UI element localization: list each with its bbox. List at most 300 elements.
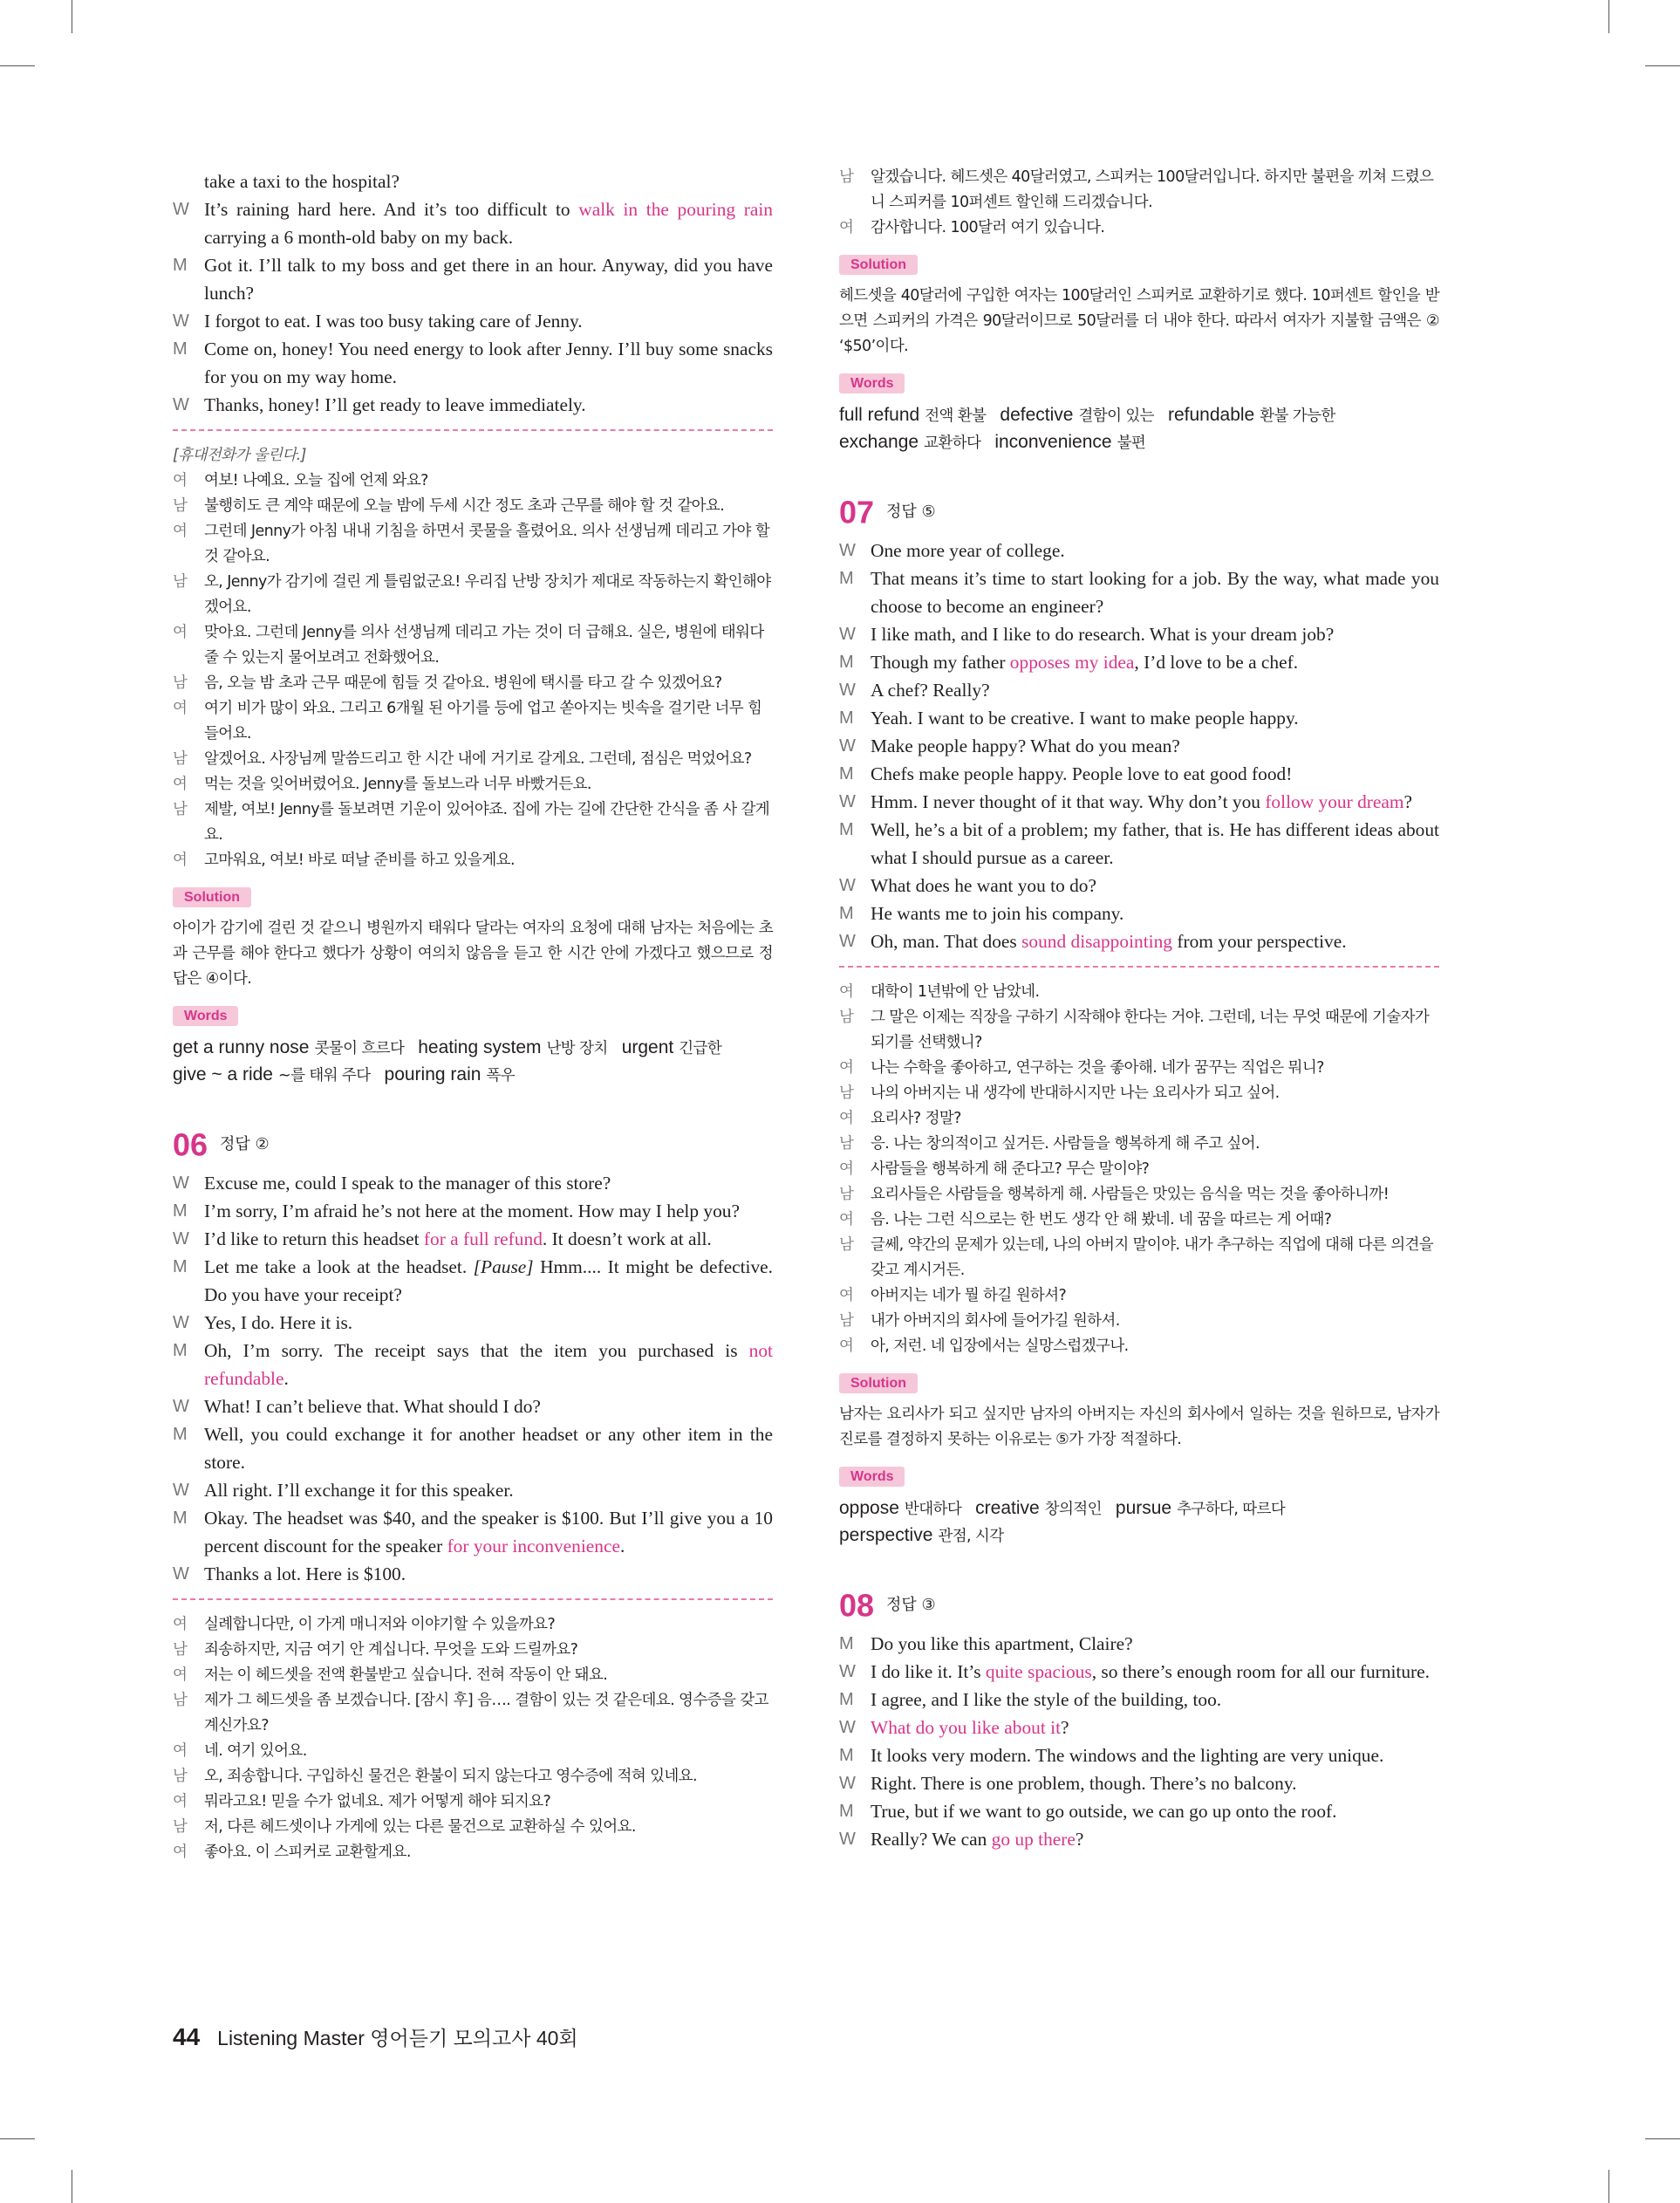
speaker-label: W xyxy=(173,1481,189,1500)
word-english: inconvenience xyxy=(994,432,1112,452)
translation-text: 좋아요. 이 스피커로 교환할게요. xyxy=(204,1844,411,1861)
speaker-label: W xyxy=(839,681,856,700)
crop-mark xyxy=(1645,65,1680,66)
key-phrase: for a full refund xyxy=(423,1228,543,1249)
speaker-label: 여 xyxy=(839,1287,854,1304)
translation-line xyxy=(173,1612,773,1638)
dialog-text: take a taxi to the hospital? xyxy=(204,171,400,192)
speaker-label: 여 xyxy=(173,1616,188,1633)
question-heading-06 xyxy=(173,1127,773,1162)
dialog-text: Oh, man. That does xyxy=(871,931,1022,952)
translation-line xyxy=(173,1840,773,1865)
solution-text: 아이가 감기에 걸린 것 같으니 병원까지 태워다 달라는 여자의 요청에 대해 남자는 처음에는 초과 근무를 해야 한다고 했다가 상황이 여의치 않음을 듣고 한 시간 안에 가겠다고 했으므로 정답은 ④이다. xyxy=(173,920,773,988)
translation-text: 감사합니다. 100달러 여기 있습니다. xyxy=(871,219,1105,236)
dialog-line xyxy=(173,168,773,195)
dialog-line xyxy=(839,1741,1439,1769)
dialog-line xyxy=(173,1560,773,1588)
dialog-text: [Pause] xyxy=(473,1256,534,1277)
dialog-text: ? xyxy=(1403,791,1413,812)
speaker-label: W xyxy=(173,1173,189,1193)
translation-text: 요리사? 정말? xyxy=(871,1110,961,1127)
dialog-text: Chefs make people happy. People love to eat good food! xyxy=(871,763,1293,784)
dialog-line xyxy=(839,732,1439,760)
translation-line xyxy=(173,494,773,519)
translation-line xyxy=(839,1309,1439,1334)
speaker-label: W xyxy=(839,1662,856,1681)
speaker-label: M xyxy=(173,1425,188,1444)
dialog-text: , I’d love to be a chef. xyxy=(1134,652,1299,673)
speaker-label: 여 xyxy=(173,852,188,869)
dialog-text: Come on, honey! You need energy to look after Jenny. I’ll buy some snacks for you on my way home. xyxy=(204,339,773,387)
crop-mark xyxy=(1608,0,1609,33)
words-badge: Words xyxy=(839,373,905,393)
translation-text: 네. 여기 있어요. xyxy=(204,1742,307,1760)
speaker-label: 여 xyxy=(173,472,188,489)
speaker-label: 남 xyxy=(839,1312,854,1330)
translation-text: 저는 이 헤드셋을 전액 환불받고 싶습니다. 전혀 작동이 안 돼요. xyxy=(204,1666,608,1684)
dialog-line xyxy=(173,307,773,335)
translation-text: 오, 죄송합니다. 구입하신 물건은 환불이 되지 않는다고 영수증에 적혀 있네요. xyxy=(204,1768,698,1785)
words-row xyxy=(839,402,1439,429)
words-row xyxy=(173,1035,773,1062)
dialog-text: It’s raining hard here. And it’s too difficult to xyxy=(204,199,579,220)
dialog-line xyxy=(839,1714,1439,1741)
dialog-line xyxy=(839,564,1439,620)
translation-text: 음. 나는 그런 식으로는 한 번도 생각 안 해 봤네. 네 꿈을 따르는 게 어때? xyxy=(871,1211,1332,1228)
word-english: pouring rain xyxy=(384,1064,481,1084)
words-row xyxy=(839,429,1439,456)
dialog-text: Thanks, honey! I’ll get ready to leave immediately. xyxy=(204,394,586,415)
dialog-line xyxy=(173,1420,773,1476)
speaker-label: 남 xyxy=(839,1084,854,1102)
translation-text: 글쎄, 약간의 문제가 있는데, 나의 아버지 말이야. 내가 추구하는 직업에 대해 다른 의견을 갖고 계시거든. xyxy=(871,1236,1434,1279)
word-english: perspective xyxy=(839,1525,933,1545)
key-phrase: follow your dream xyxy=(1265,791,1404,812)
translation-line xyxy=(173,797,773,848)
key-phrase: quite spacious xyxy=(985,1661,1092,1682)
speaker-label: M xyxy=(173,1509,188,1528)
speaker-label: 남 xyxy=(839,1236,854,1254)
dialog-text: I agree, and I like the style of the building, too. xyxy=(871,1689,1222,1710)
solution-badge: Solution xyxy=(839,1373,918,1393)
translation-line xyxy=(173,1764,773,1789)
translation-text: 맞아요. 그런데 Jenny를 의사 선생님께 데리고 가는 것이 더 급해요. 실은, 병원에 태워다 줄 수 있는지 물어보려고 전화했어요. xyxy=(204,624,764,667)
word-meaning: 불편 xyxy=(1117,434,1146,452)
dashed-separator xyxy=(173,1598,773,1600)
word-english: urgent xyxy=(621,1037,674,1057)
dialog-english xyxy=(173,1169,773,1588)
translation-line xyxy=(173,1638,773,1663)
translation-line xyxy=(173,747,773,772)
speaker-label: M xyxy=(173,1257,188,1276)
dialog-text: He wants me to join his company. xyxy=(871,903,1124,924)
translation-text: 나의 아버지는 내 생각에 반대하시지만 나는 요리사가 되고 싶어. xyxy=(871,1084,1280,1102)
speaker-label: M xyxy=(839,1802,854,1821)
dialog-text: I do like it. It’s xyxy=(871,1661,986,1682)
question-heading-07 xyxy=(839,495,1439,530)
solution-text: 헤드셋을 40달러에 구입한 여자는 100달러인 스피커로 교환하기로 했다. 10퍼센트 할인을 받으면 스피커의 가격은 90달러이므로 50달러를 더 내야 한다. 따라서 여자가 지불할 금액은 ② ‘$50’이다. xyxy=(839,287,1439,355)
dashed-separator xyxy=(839,966,1439,968)
speaker-label: 여 xyxy=(839,1059,854,1077)
stage-direction: [휴대전화가 울린다.] xyxy=(173,447,306,464)
question-number: 06 xyxy=(173,1126,208,1163)
speaker-label: 남 xyxy=(839,1009,854,1026)
translation-line xyxy=(839,1182,1439,1208)
key-phrase: go up there xyxy=(991,1829,1076,1850)
word-english: oppose xyxy=(839,1498,899,1518)
translation-text: 고마워요, 여보! 바로 떠날 준비를 하고 있을게요. xyxy=(204,852,515,869)
word-meaning: 관점, 시각 xyxy=(938,1528,1004,1545)
dialog-line xyxy=(839,788,1439,816)
translation-text: 제발, 여보! Jenny를 돌보려면 기운이 있어야죠. 집에 가는 길에 간단한 간식을 좀 사 갈게요. xyxy=(204,801,770,844)
speaker-label: W xyxy=(839,541,856,560)
translation-line xyxy=(839,165,1439,216)
dialog-text: True, but if we want to go outside, we can go up onto the roof. xyxy=(871,1801,1337,1822)
dialog-line xyxy=(173,1309,773,1337)
answer-label: 정답 ③ xyxy=(886,1596,936,1615)
dashed-separator xyxy=(173,429,773,431)
words-row xyxy=(839,1522,1439,1550)
dialog-text: ? xyxy=(1061,1717,1069,1738)
translation-line xyxy=(839,1208,1439,1233)
crop-mark xyxy=(1645,2138,1680,2139)
dialog-text: Hmm. I never thought of it that way. Why don’t you xyxy=(871,791,1266,812)
dialog-line xyxy=(173,251,773,307)
question-number: 08 xyxy=(839,1587,875,1624)
translation-line xyxy=(839,1081,1439,1106)
dialog-text: What does he want you to do? xyxy=(871,875,1096,896)
dialog-line xyxy=(839,704,1439,732)
dialog-korean xyxy=(173,1612,773,1865)
word-meaning: 환불 가능한 xyxy=(1260,407,1335,425)
speaker-label: W xyxy=(839,625,856,644)
dialog-text: Got it. I’ll talk to my boss and get there in an hour. Anyway, did you have lunch? xyxy=(204,255,773,304)
dialog-english xyxy=(839,537,1439,955)
dialog-line xyxy=(839,1769,1439,1797)
speaker-label: 여 xyxy=(839,1110,854,1127)
words-badge: Words xyxy=(839,1467,905,1487)
translation-text: 그 말은 이제는 직장을 구하기 시작해야 한다는 거야. 그런데, 너는 무엇 때문에 기술자가 되기를 선택했니? xyxy=(871,1009,1430,1051)
dialog-text: A chef? Really? xyxy=(871,680,990,701)
dialog-line xyxy=(839,1658,1439,1686)
dialog-text: carrying a 6 month-old baby on my back. xyxy=(204,227,514,248)
translation-text: 그런데 Jenny가 아침 내내 기침을 하면서 콧물을 흘렸어요. 의사 선생님께 데리고 가야 할 것 같아요. xyxy=(204,523,770,565)
question-number: 07 xyxy=(839,494,875,530)
solution-badge: Solution xyxy=(839,255,918,275)
dialog-text: . xyxy=(283,1368,289,1389)
dialog-line xyxy=(839,1797,1439,1825)
translation-line xyxy=(839,1157,1439,1182)
words-row xyxy=(173,1062,773,1089)
dialog-text: Excuse me, could I speak to the manager of this store? xyxy=(204,1173,611,1194)
dialog-text: I like math, and I like to do research. What is your dream job? xyxy=(871,624,1335,645)
word-meaning: ~를 태워 주다 xyxy=(278,1067,371,1084)
word-english: creative xyxy=(975,1498,1040,1518)
speaker-label: M xyxy=(839,904,854,923)
speaker-label: W xyxy=(173,395,189,414)
speaker-label: M xyxy=(839,820,854,839)
speaker-label: M xyxy=(173,256,188,275)
word-english: give ~ a ride xyxy=(173,1064,273,1084)
dialog-text: Really? We can xyxy=(871,1829,992,1850)
translation-text: 알겠어요. 사장님께 말씀드리고 한 시간 내에 거기로 갈게요. 그런데, 점심은 먹었어요? xyxy=(204,750,752,768)
speaker-label: 여 xyxy=(173,1844,188,1861)
translation-text: 여기 비가 많이 와요. 그리고 6개월 된 아기를 등에 업고 쏟아지는 빗속을 걸기란 너무 힘들어요. xyxy=(204,700,762,742)
right-column xyxy=(839,165,1439,1853)
speaker-label: 남 xyxy=(173,674,188,692)
translation-line xyxy=(839,1132,1439,1157)
dialog-text: Though my father xyxy=(871,652,1010,673)
dialog-line xyxy=(839,927,1439,955)
book-title: Listening Master 영어듣기 모의고사 40회 xyxy=(217,2027,578,2049)
translation-line xyxy=(173,671,773,696)
translation-line xyxy=(173,848,773,873)
translation-text: 요리사들은 사람들을 행복하게 해. 사람들은 맛있는 음식을 먹는 것을 좋아하니까! xyxy=(871,1186,1390,1203)
word-meaning: 반대하다 xyxy=(904,1501,962,1518)
translation-text: 아, 저런. 네 입장에서는 실망스럽겠구나. xyxy=(871,1338,1129,1355)
speaker-label: 여 xyxy=(839,1211,854,1228)
translation-text: 응. 나는 창의적이고 싶거든. 사람들을 행복하게 해 주고 싶어. xyxy=(871,1135,1260,1153)
translation-line xyxy=(839,216,1439,241)
dialog-line xyxy=(839,816,1439,872)
translation-text: 죄송하지만, 지금 여기 안 계십니다. 무엇을 도와 드릴까요? xyxy=(204,1641,578,1659)
word-meaning: 긴급한 xyxy=(679,1040,722,1057)
translation-line xyxy=(173,620,773,671)
crop-mark xyxy=(0,65,35,66)
dialog-text: It looks very modern. The windows and the lighting are very unique. xyxy=(871,1745,1384,1766)
speaker-label: M xyxy=(839,1634,854,1653)
translation-line xyxy=(173,1789,773,1815)
dialog-line xyxy=(173,1337,773,1392)
dialog-line xyxy=(839,620,1439,648)
speaker-label: 남 xyxy=(173,750,188,768)
speaker-label: 여 xyxy=(839,1160,854,1178)
dialog-line xyxy=(839,1630,1439,1658)
question-heading-08 xyxy=(839,1588,1439,1623)
speaker-label: 여 xyxy=(839,1338,854,1355)
dialog-korean xyxy=(839,980,1439,1359)
speaker-label: 여 xyxy=(173,1742,188,1760)
speaker-label: 여 xyxy=(839,219,854,236)
speaker-label: 남 xyxy=(839,168,854,186)
word-meaning: 결함이 있는 xyxy=(1078,407,1154,425)
key-phrase: for your inconvenience xyxy=(447,1536,620,1556)
dialog-text: Hmm.... It might be defective. Do you have your receipt? xyxy=(204,1256,774,1305)
word-meaning: 창의적인 xyxy=(1044,1501,1102,1518)
speaker-label: 여 xyxy=(173,624,188,641)
translation-line xyxy=(839,1283,1439,1309)
dialog-line xyxy=(173,1392,773,1420)
translation-text: 알겠습니다. 헤드셋은 40달러였고, 스피커는 100달러입니다. 하지만 불편을 끼쳐 드렸으니 스피커를 10퍼센트 할인해 드리겠습니다. xyxy=(871,168,1434,211)
words-list xyxy=(173,1035,773,1089)
speaker-label: W xyxy=(839,1774,856,1793)
speaker-label: M xyxy=(839,569,854,588)
speaker-label: 남 xyxy=(173,1768,188,1785)
speaker-label: 남 xyxy=(173,1818,188,1836)
left-column xyxy=(173,168,773,1865)
dialog-korean xyxy=(839,165,1439,241)
dialog-text: ? xyxy=(1075,1829,1084,1850)
dialog-text: That means it’s time to start looking for a job. By the way, what made you choose to become an engineer? xyxy=(871,568,1439,617)
translation-line xyxy=(839,1106,1439,1132)
dialog-korean xyxy=(173,469,773,873)
solution-badge: Solution xyxy=(173,887,251,907)
dialog-english xyxy=(839,1630,1439,1853)
translation-line xyxy=(839,980,1439,1005)
speaker-label: W xyxy=(173,311,189,331)
speaker-label: 남 xyxy=(173,801,188,818)
words-row xyxy=(839,1495,1439,1522)
dialog-text: Thanks a lot. Here is $100. xyxy=(204,1563,406,1584)
dialog-line xyxy=(839,1686,1439,1714)
word-meaning: 교환하다 xyxy=(924,434,981,452)
translation-text: 저, 다른 헤드셋이나 가게에 있는 다른 물건으로 교환하실 수 있어요. xyxy=(204,1818,636,1836)
speaker-label: W xyxy=(173,200,189,219)
dialog-text: Do you like this apartment, Claire? xyxy=(871,1633,1133,1654)
word-meaning: 폭우 xyxy=(486,1067,516,1084)
speaker-label: 여 xyxy=(173,1793,188,1810)
speaker-label: M xyxy=(839,708,854,728)
word-meaning: 난방 장치 xyxy=(546,1040,608,1057)
speaker-label: M xyxy=(839,1746,854,1765)
speaker-label: W xyxy=(839,876,856,895)
dialog-text: Well, he’s a bit of a problem; my father, that is. He has different ideas about what I should pursue as a career. xyxy=(871,819,1439,868)
speaker-label: 여 xyxy=(173,523,188,540)
speaker-label: W xyxy=(839,736,856,756)
translation-line xyxy=(173,1663,773,1688)
dialog-line xyxy=(839,760,1439,788)
dialog-line xyxy=(839,1825,1439,1853)
dialog-text: One more year of college. xyxy=(871,540,1065,561)
translation-text: 내가 아버지의 회사에 들어가길 원하셔. xyxy=(871,1312,1120,1330)
dialog-text: I forgot to eat. I was too busy taking care of Jenny. xyxy=(204,311,583,332)
translation-line xyxy=(173,519,773,570)
word-english: defective xyxy=(1000,405,1074,425)
answer-label: 정답 ⑤ xyxy=(886,503,936,522)
translation-text: 나는 수학을 좋아하고, 연구하는 것을 좋아해. 네가 꿈꾸는 직업은 뭐니? xyxy=(871,1059,1324,1077)
translation-text: 오, Jenny가 감기에 걸린 게 틀림없군요! 우리집 난방 장치가 제대로 작동하는지 확인해야겠어요. xyxy=(204,573,771,616)
dialog-text: Okay. The headset was $40, and the speaker is $100. But I’ll give you a 10 percent discount for the speaker xyxy=(204,1508,773,1556)
translation-line xyxy=(173,696,773,747)
speaker-label: M xyxy=(839,764,854,783)
translation-text: 뭐라고요! 믿을 수가 없네요. 제가 어떻게 해야 되지요? xyxy=(204,1793,551,1810)
dialog-line xyxy=(173,1253,773,1309)
crop-mark xyxy=(0,2138,35,2139)
translation-text: 음, 오늘 밤 초과 근무 때문에 힘들 것 같아요. 병원에 택시를 타고 갈 수 있겠어요? xyxy=(204,674,722,692)
translation-text: 제가 그 헤드셋을 좀 보겠습니다. [잠시 후] 음…. 결함이 있는 것 같은데요. 영수증을 갖고 계신가요? xyxy=(204,1692,768,1734)
dialog-text: What! I can’t believe that. What should I do? xyxy=(204,1396,541,1417)
translation-text: 먹는 것을 잊어버렸어요. Jenny를 돌보느라 너무 바빴거든요. xyxy=(204,776,591,793)
speaker-label: W xyxy=(839,1718,856,1737)
words-list xyxy=(839,402,1439,456)
dialog-text: . xyxy=(619,1536,625,1556)
speaker-label: 남 xyxy=(839,1186,854,1203)
translation-line xyxy=(839,1233,1439,1283)
translation-text: 대학이 1년밖에 안 남았네. xyxy=(871,983,1040,1001)
translation-text: 불행히도 큰 계약 때문에 오늘 밤에 두세 시간 정도 초과 근무를 해야 할 것 같아요. xyxy=(204,497,725,515)
dialog-line xyxy=(173,1476,773,1504)
words-badge: Words xyxy=(173,1006,238,1026)
dialog-text: Well, you could exchange it for another headset or any other item in the store. xyxy=(204,1424,773,1473)
dialog-text: Oh, I’m sorry. The receipt says that the item you purchased is xyxy=(204,1340,749,1361)
dialog-text: from your perspective. xyxy=(1172,931,1347,952)
page-number: 44 xyxy=(173,2023,201,2050)
speaker-label: 남 xyxy=(173,497,188,515)
speaker-label: W xyxy=(173,1229,189,1249)
dialog-text: Make people happy? What do you mean? xyxy=(871,735,1180,756)
speaker-label: 여 xyxy=(173,700,188,717)
speaker-label: W xyxy=(839,1830,856,1849)
translation-line xyxy=(839,1056,1439,1081)
translation-text: 사람들을 행복하게 해 준다고? 무슨 말이야? xyxy=(871,1160,1150,1178)
dialog-text: . It doesn’t work at all. xyxy=(542,1228,712,1249)
dialog-text: Let me take a look at the headset. xyxy=(204,1256,474,1277)
speaker-label: W xyxy=(839,792,856,811)
dialog-line xyxy=(839,537,1439,564)
translation-line xyxy=(173,772,773,797)
dialog-line xyxy=(839,676,1439,704)
answer-label: 정답 ② xyxy=(220,1135,270,1154)
key-phrase: sound disappointing xyxy=(1021,931,1172,952)
page-footer xyxy=(173,2022,578,2051)
speaker-label: 남 xyxy=(173,1692,188,1709)
dialog-text: Yeah. I want to be creative. I want to make people happy. xyxy=(871,708,1299,729)
dialog-line xyxy=(173,1225,773,1253)
speaker-label: 여 xyxy=(173,776,188,793)
word-meaning: 전액 환불 xyxy=(925,407,987,425)
translation-line xyxy=(173,1739,773,1764)
dialog-line xyxy=(173,1169,773,1197)
speaker-label: M xyxy=(173,1201,188,1221)
translation-line xyxy=(173,570,773,620)
dialog-line xyxy=(173,1504,773,1560)
dialog-line xyxy=(173,391,773,419)
dialog-text: I’d like to return this headset xyxy=(204,1228,424,1249)
speaker-label: M xyxy=(173,339,188,359)
speaker-label: 남 xyxy=(839,1135,854,1153)
speaker-label: W xyxy=(839,932,856,951)
translation-line xyxy=(173,469,773,494)
translation-line xyxy=(173,1688,773,1739)
dialog-line xyxy=(839,900,1439,927)
dialog-english xyxy=(173,168,773,419)
word-english: pursue xyxy=(1115,1498,1172,1518)
word-english: get a runny nose xyxy=(173,1037,310,1057)
speaker-label: M xyxy=(839,653,854,672)
dialog-text: I’m sorry, I’m afraid he’s not here at the moment. How may I help you? xyxy=(204,1201,740,1221)
speaker-label: 남 xyxy=(173,1641,188,1659)
key-phrase: opposes my idea xyxy=(1009,652,1135,673)
translation-line xyxy=(839,1005,1439,1056)
dialog-text: Yes, I do. Here it is. xyxy=(204,1312,353,1333)
words-list xyxy=(839,1495,1439,1550)
speaker-label: W xyxy=(173,1564,189,1584)
key-phrase: walk in the pouring rain xyxy=(578,199,774,220)
translation-line xyxy=(173,1815,773,1840)
speaker-label: M xyxy=(839,1690,854,1709)
word-english: exchange xyxy=(839,432,919,452)
speaker-label: 여 xyxy=(839,983,854,1001)
key-phrase: not refundable xyxy=(204,1340,773,1389)
speaker-label: W xyxy=(173,1397,189,1416)
translation-text: 아버지는 네가 뭘 하길 원하셔? xyxy=(871,1287,1067,1304)
translation-text: 실례합니다만, 이 가게 매니저와 이야기할 수 있을까요? xyxy=(204,1616,556,1633)
word-english: heating system xyxy=(418,1037,542,1057)
translation-line xyxy=(839,1334,1439,1359)
dialog-line xyxy=(839,872,1439,900)
dialog-text: , so there’s enough room for all our furniture. xyxy=(1091,1661,1431,1682)
word-meaning: 추구하다, 따르다 xyxy=(1177,1501,1286,1518)
